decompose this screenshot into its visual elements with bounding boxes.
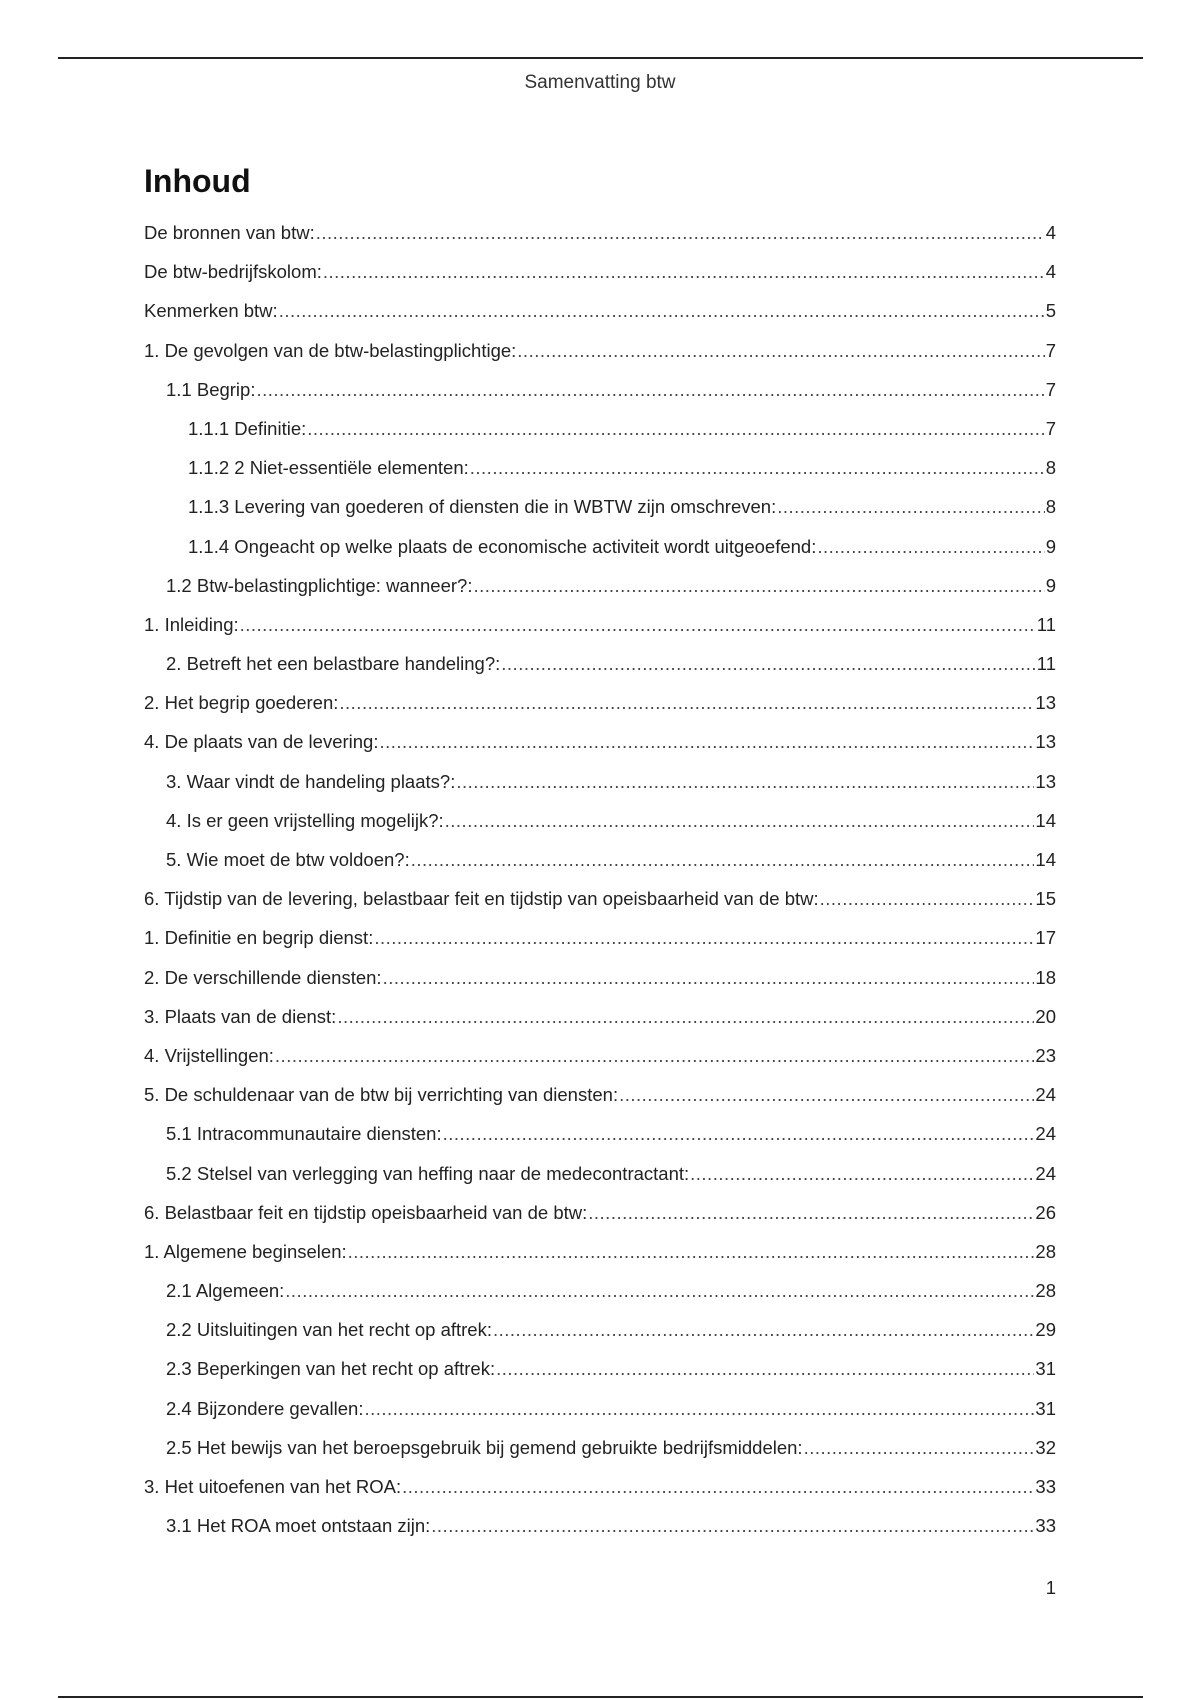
toc-dot-leader — [240, 605, 1036, 644]
toc-dot-leader — [817, 527, 1044, 566]
toc-dot-leader — [777, 487, 1044, 526]
toc-entry-text: De bronnen van btw: — [144, 222, 315, 243]
toc-entry-text: 1.2 Btw-belastingplichtige: wanneer?: — [166, 574, 473, 596]
toc-entry[interactable] — [144, 1154, 1056, 1193]
toc-dot-leader — [445, 801, 1035, 840]
toc-entry[interactable] — [144, 487, 1056, 526]
toc-dot-leader — [323, 252, 1045, 291]
toc-entry-page: 13 — [1035, 731, 1056, 753]
toc-entry-text: 1.1.2 2 Niet-essentiële elementen: — [188, 457, 469, 479]
toc-dot-leader — [470, 448, 1045, 487]
toc-entry[interactable] — [144, 840, 1056, 879]
toc-entry-text: 6. Belastbaar feit en tijdstip opeisbaarheid van de btw: — [144, 1201, 588, 1223]
toc-entry-page: 14 — [1035, 809, 1056, 831]
toc-entry-page: 26 — [1035, 1201, 1056, 1223]
toc-dot-leader — [804, 1428, 1035, 1467]
toc-entry[interactable] — [144, 409, 1056, 448]
toc-entry[interactable] — [144, 213, 1056, 252]
toc-entry[interactable] — [144, 997, 1056, 1036]
toc-entry-text: 1. Inleiding: — [144, 613, 239, 635]
toc-entry-page: 5 — [1045, 300, 1056, 322]
toc-dot-leader — [473, 566, 1044, 605]
toc-entry-page: 4 — [1045, 261, 1056, 283]
toc-dot-leader — [496, 1349, 1034, 1388]
toc-entry-text: 2. Betreft het een belastbare handeling?: — [166, 653, 501, 675]
toc-dot-leader — [690, 1154, 1034, 1193]
toc-entry-page: 31 — [1035, 1397, 1056, 1419]
toc-entry-page: 28 — [1035, 1240, 1056, 1262]
toc-entry[interactable] — [144, 918, 1056, 957]
toc-entry[interactable] — [144, 958, 1056, 997]
toc-entry-text: 5. De schuldenaar van de btw bij verrichting van diensten: — [144, 1084, 619, 1106]
toc-dot-leader — [379, 722, 1034, 761]
toc-dot-leader — [493, 1310, 1034, 1349]
toc-entry[interactable] — [144, 566, 1056, 605]
toc-entry-page: 11 — [1036, 613, 1056, 635]
toc-entry-text: 2. Het begrip goederen: — [144, 692, 339, 714]
toc-dot-leader — [279, 291, 1045, 330]
toc-entry-page: 11 — [1036, 653, 1056, 675]
toc-entry-text: 4. Is er geen vrijstelling mogelijk?: — [166, 809, 444, 831]
toc-dot-leader — [456, 762, 1034, 801]
toc-entry-page: 33 — [1035, 1476, 1056, 1497]
toc-dot-leader — [402, 1467, 1034, 1506]
toc-entry-text: 2.3 Beperkingen van het recht op aftrek: — [166, 1358, 496, 1380]
toc-entry-text: De btw-bedrijfskolom: — [144, 261, 322, 283]
toc-entry-text: 5.2 Stelsel van verlegging van heffing naar de medecontractant: — [166, 1162, 690, 1184]
toc-entry-text: 1.1.1 Definitie: — [188, 417, 307, 439]
toc-dot-leader — [337, 997, 1034, 1036]
toc-entry[interactable] — [144, 1232, 1056, 1271]
toc-entry[interactable] — [144, 252, 1056, 291]
toc-entry-page: 31 — [1035, 1358, 1056, 1380]
toc-dot-leader — [383, 958, 1035, 997]
toc-entry-page: 4 — [1045, 222, 1056, 243]
toc-entry-text: Kenmerken btw: — [144, 300, 278, 322]
toc-entry[interactable] — [144, 1506, 1056, 1545]
toc-entry-text: 5.1 Intracommunautaire diensten: — [166, 1123, 442, 1145]
toc-entry-text: 1.1.3 Levering van goederen of diensten die in WBTW zijn omschreven: — [188, 496, 777, 518]
toc-entry-page: 24 — [1035, 1162, 1056, 1184]
toc-entry-page: 24 — [1035, 1084, 1056, 1106]
toc-entry-text: 2.2 Uitsluitingen van het recht op aftrek: — [166, 1319, 492, 1341]
toc-entry[interactable] — [144, 801, 1056, 840]
toc-entry[interactable] — [144, 1310, 1056, 1349]
toc-entry-page: 13 — [1035, 692, 1056, 714]
toc-dot-leader — [431, 1506, 1034, 1545]
toc-entry[interactable] — [144, 1349, 1056, 1388]
toc-dot-leader — [411, 840, 1035, 879]
toc-entry-page: 32 — [1035, 1436, 1056, 1458]
toc-entry-page: 7 — [1045, 378, 1056, 400]
toc-entry-text: 1. De gevolgen van de btw-belastingplichtige: — [144, 339, 517, 361]
toc-entry-text: 1.1.4 Ongeacht op welke plaats de economische activiteit wordt uitgeoefend: — [188, 535, 817, 557]
toc-dot-leader — [443, 1114, 1035, 1153]
toc-dot-leader — [316, 213, 1045, 252]
toc-entry-page: 28 — [1035, 1280, 1056, 1302]
toc-entry-page: 29 — [1035, 1319, 1056, 1341]
toc-entry-page: 17 — [1035, 927, 1056, 949]
toc-entry-page: 24 — [1035, 1123, 1056, 1145]
toc-entry[interactable] — [144, 527, 1056, 566]
toc-entry[interactable] — [144, 1036, 1056, 1075]
toc-dot-leader — [285, 1271, 1034, 1310]
toc-entry[interactable] — [144, 1271, 1056, 1310]
toc-entry-text: 2.1 Algemeen: — [166, 1280, 285, 1302]
toc-entry-text: 4. De plaats van de levering: — [144, 731, 379, 753]
toc-dot-leader — [348, 1232, 1035, 1271]
toc-dot-leader — [275, 1036, 1035, 1075]
toc-dot-leader — [339, 683, 1034, 722]
toc-entry[interactable] — [144, 605, 1056, 644]
toc-entry-page: 7 — [1045, 339, 1056, 361]
toc-entry[interactable] — [144, 448, 1056, 487]
toc-entry-text: 2.5 Het bewijs van het beroepsgebruik bij gemend gebruikte bedrijfsmiddelen: — [166, 1436, 803, 1458]
toc-dot-leader — [374, 918, 1034, 957]
toc-entry-page: 13 — [1035, 770, 1056, 792]
toc-entry-text: 3. Plaats van de dienst: — [144, 1005, 337, 1027]
page-number: 1 — [1045, 1577, 1056, 1598]
toc-entry[interactable] — [144, 644, 1056, 683]
toc-entry-page: 20 — [1035, 1005, 1056, 1027]
toc-entry-text: 2. De verschillende diensten: — [144, 966, 382, 988]
toc-entry[interactable] — [144, 1075, 1056, 1114]
toc-dot-leader — [501, 644, 1036, 683]
toc-dot-leader — [307, 409, 1044, 448]
toc-entry-text: 2.4 Bijzondere gevallen: — [166, 1397, 364, 1419]
toc-entry[interactable] — [144, 762, 1056, 801]
toc-dot-leader — [820, 879, 1035, 918]
toc-entry-text: 5. Wie moet de btw voldoen?: — [166, 849, 410, 870]
toc-entry-page: 18 — [1035, 966, 1056, 988]
toc-entry-page: 9 — [1045, 574, 1056, 596]
toc-entry-page: 23 — [1035, 1044, 1056, 1066]
running-header: Samenvatting btw — [524, 72, 676, 93]
toc-entry[interactable] — [144, 1467, 1056, 1506]
toc-entry[interactable] — [144, 879, 1056, 918]
toc-entry-text: 6. Tijdstip van de levering, belastbaar feit en tijdstip van opeisbaarheid van de btw: — [144, 888, 819, 910]
toc-dot-leader — [256, 370, 1044, 409]
toc-entry-text: 3. Waar vindt de handeling plaats?: — [166, 770, 456, 792]
toc-dot-leader — [619, 1075, 1034, 1114]
toc-dot-leader — [588, 1193, 1034, 1232]
toc-entry[interactable] — [144, 291, 1056, 330]
toc-entry[interactable] — [144, 1428, 1056, 1467]
toc-entry-page: 14 — [1035, 849, 1056, 870]
toc-entry-page: 8 — [1045, 496, 1056, 518]
table-of-contents — [144, 213, 1056, 1545]
toc-entry[interactable] — [144, 331, 1056, 370]
toc-entry-page: 9 — [1045, 535, 1056, 557]
toc-entry-page: 15 — [1035, 888, 1056, 910]
toc-entry-page: 7 — [1045, 417, 1056, 439]
toc-entry-text: 4. Vrijstellingen: — [144, 1044, 274, 1066]
toc-dot-leader — [364, 1389, 1034, 1428]
toc-title: Inhoud — [144, 163, 251, 199]
toc-entry[interactable] — [144, 722, 1056, 761]
toc-entry-text: 1. Algemene beginselen: — [144, 1240, 347, 1262]
toc-entry-text: 3.1 Het ROA moet ontstaan zijn: — [166, 1515, 431, 1537]
toc-entry-page: 33 — [1035, 1515, 1056, 1537]
toc-entry-page: 8 — [1045, 457, 1056, 479]
footer-rule — [58, 1696, 1143, 1698]
toc-dot-leader — [517, 331, 1044, 370]
toc-entry[interactable] — [144, 1389, 1056, 1428]
toc-entry[interactable] — [144, 1114, 1056, 1153]
toc-entry-text: 1.1 Begrip: — [166, 378, 256, 400]
toc-entry-text: 1. Definitie en begrip dienst: — [144, 927, 374, 949]
toc-entry[interactable] — [144, 1193, 1056, 1232]
toc-entry-text: 3. Het uitoefenen van het ROA: — [144, 1476, 402, 1497]
header-rule — [58, 57, 1143, 59]
toc-entry[interactable] — [144, 370, 1056, 409]
toc-entry[interactable] — [144, 683, 1056, 722]
